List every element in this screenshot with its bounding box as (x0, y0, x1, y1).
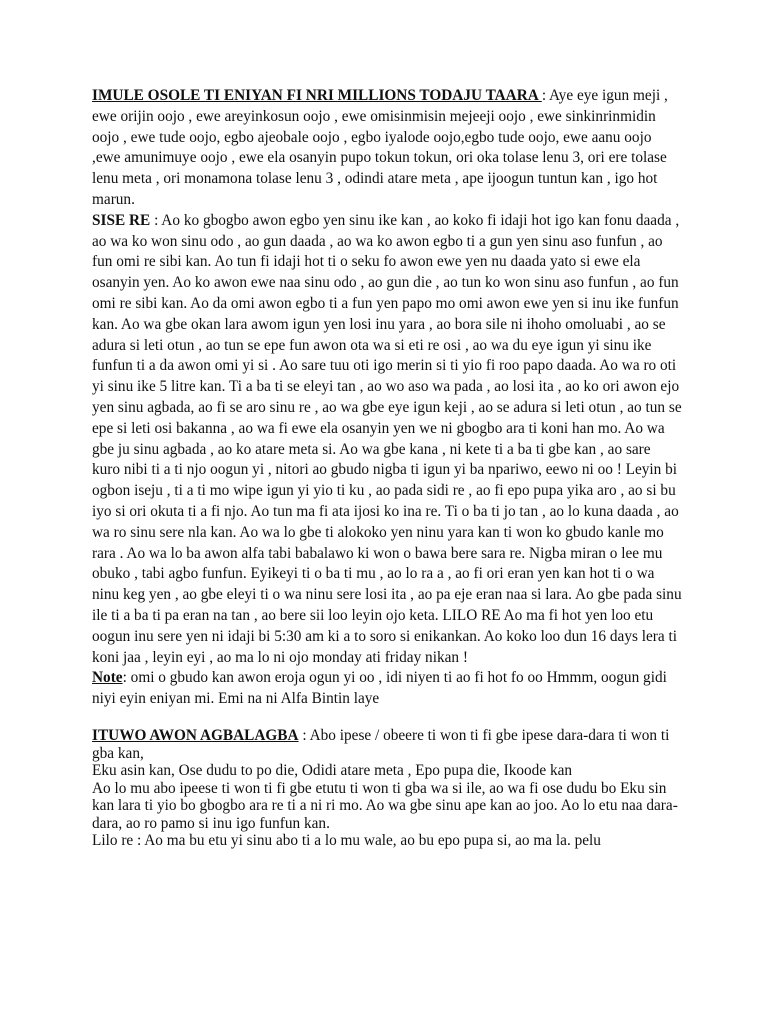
second-section-heading: ITUWO AWON AGBALAGBA (92, 726, 299, 744)
preparation-label: SISE RE (92, 211, 151, 229)
preparation-text: : Ao ko gbogbo awon egbo yen sinu ike kan , ao koko fi idaji hot igo kan fonu daada , ao wa ko won sinu odo , ao gun daada , ao wa ko awon egbo ti a gun yen sinu aso funfun , ao fun omi re sibi kan. Ao tun fi idaji hot ti o seku fo awon ewe yen nu daada yato si ewe ela osanyin yen. Ao ko awon ewe naa sinu odo , ao gun die , ao tun ko won sinu aso funfun , ao fun omi re sibi kan. Ao da omi awon egbo ti a fun yen papo mo omi awon ewe yen si inu ike funfun kan. Ao wa gbe okan lara awom igun yen losi inu yara , ao bora sile ni ihoho omoluabi , ao se adura si leti otun , ao tun se epe fun awon ota wa si eti re osi , ao wa du eye igun yi sinu ike funfun ti a da awon omi yi si . Ao sare tuu oti igo merin si ti yio fi roo papo daada. Ao wa ro oti yi sinu ike 5 litre kan. Ti a ba ti se eleyi tan , ao wo aso wa pada , ao losi ita , ao ko ori awon ejo yen sinu agbada, ao fi se aro sinu re , ao wa gbe eye igun keji , ao se adura si leti otun , ao tun se epe si leti osi bakanna , ao wa fi ewe ela osanyin yen we ni gbogbo ara ti koni han mo. Ao wa gbe ju sinu agbada , ao ko atare meta si. Ao wa gbe kana , ni kete ti a ba ti gbe kan , ao sare kuro nibi ti a ti njo oogun yi , nitori ao gbudo nigba ti igun yi ba npariwo, eewo ni oo ! Leyin bi ogbon iseju , ti a ti mo wipe igun yi yio ti ku , ao pada sidi re , ao fi epo pupa yika aro , ao si bu iyo si ori okuta ti a fi njo. Ao tun ma fi ata ijosi ko ina re. Ti o ba ti jo tan , ao lo kuna daada , ao wa ro sinu sere nla kan. Ao wa lo gbe ti alokoko yen ninu yara kan ti won ko gbudo kanle mo rara . Ao wa lo ba awon alfa tabi babalawo ki won o bawa bere sara re. Nigba miran o lee mu obuko , tabi agbo funfun. Eyikeyi ti o ba ti mu , ao lo ra a , ao fi ori eran yen kan hot ti o wa ninu keg yen , ao gbe eleyi ti o wa ninu sere losi ita , ao pa eje eran naa si lara. Ao gbe pada sinu ile ti a ba ti pa eran na tan , ao bere sii loo leyin ojo keta. LILO RE Ao ma fi hot yen loo etu oogun inu sere yen ni idaji bi 5:30 am ki a to soro si enikankan. Ao koko loo dun 16 days lera ti koni jaa , leyin eyi , ao ma lo ni ojo monday ati friday nikan ! (92, 211, 682, 666)
note-label: Note (92, 669, 123, 687)
second-section-preparation: Ao lo mu abo ipeese ti won ti fi gbe etutu ti won ti gba wa si ile, ao wa fi ose dudu bo Eku sin kan lara ti yio bo gbogbo ara re ti a ni ri mo. Ao wa gbe sinu ape kan ao joo. Ao lo etu naa dara-dara, ao ro pamo si inu igo funfun kan. (92, 779, 678, 832)
second-section (92, 727, 682, 850)
second-section-intro: : Abo ipese / obeere ti won ti fi gbe ipese dara-dara ti won ti gba kan, (92, 726, 670, 762)
section-heading: IMULE OSOLE TI ENIYAN FI NRI MILLIONS TODAJU TAARA (92, 87, 542, 104)
second-section-ingredients: Eku asin kan, Ose dudu to po die, Odidi atare meta , Epo pupa die, Ikoode kan (92, 762, 573, 780)
document-page (92, 86, 682, 850)
section-spacer (92, 710, 682, 727)
second-section-usage: Lilo re : Ao ma bu etu yi sinu abo ti a lo mu wale, ao bu epo pupa si, ao ma la. pelu (92, 832, 601, 850)
recipe-section (92, 86, 682, 710)
ingredients-text: : Aye eye igun meji , ewe orijin oojo , ewe areyinkosun oojo , ewe omisinmisin mejeeji oojo , ewe sinkinrinmidin oojo , ewe tude oojo, egbo ajeobale oojo , egbo iyalode oojo,egbo tude oojo, ewe aanu oojo ,ewe amunimuye oojo , ewe ela osanyin pupo tokun tokun, ori oka tolase lenu 3, ori ere tolase lenu meta , ori monamona tolase lenu 3 , odindi atare meta , ape ijoogun tuntun kan , igo hot marun. (92, 87, 668, 208)
note-text: : omi o gbudo kan awon eroja ogun yi oo , idi niyen ti ao fi hot fo oo Hmmm, oogun gidi niyi eyin eniyan mi. Emi na ni Alfa Bintin laye (92, 669, 667, 708)
